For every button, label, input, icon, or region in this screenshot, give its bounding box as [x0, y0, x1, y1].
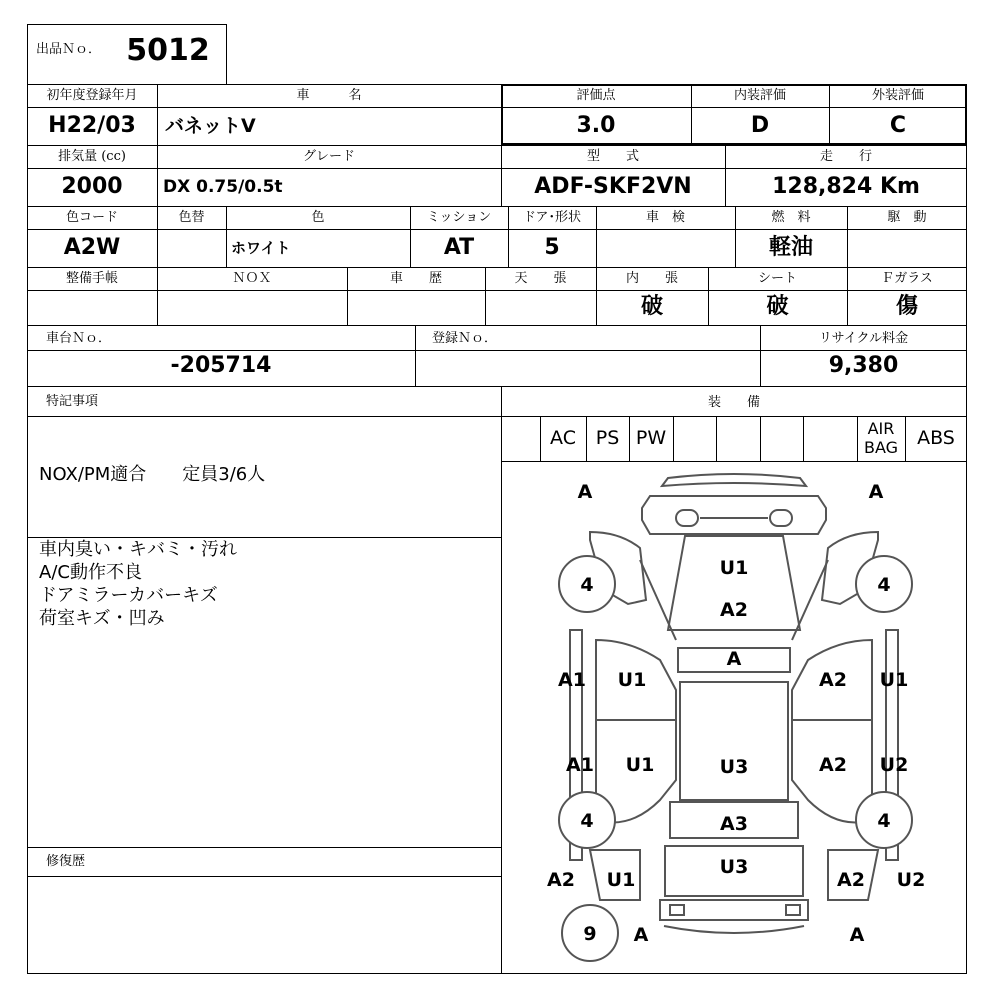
mileage-label: 走 行 [819, 149, 872, 164]
color-value: ホワイト [231, 239, 291, 257]
door-value: 5 [544, 235, 560, 260]
interior-label: 内装評価 [733, 88, 786, 103]
roof-label: 天 張 [514, 271, 567, 286]
mark-rear-glass: A3 [720, 813, 748, 835]
drive-value [847, 229, 967, 267]
chassis-value: -205714 [170, 353, 272, 378]
seat-value: 破 [766, 294, 789, 319]
mark-right-rear-door-2: U2 [879, 754, 909, 776]
displacement-label: 排気量 (cc) [58, 149, 126, 164]
color-label: 色 [311, 210, 325, 225]
equipment-ac: AC [550, 427, 576, 449]
roof-value [485, 288, 596, 326]
mark-left-rear-quarter-1: A2 [547, 869, 575, 891]
score-value: 3.0 [576, 113, 616, 138]
equipment-ps: PS [595, 427, 620, 449]
mark-rear-right: A [849, 924, 865, 946]
mission-value: AT [443, 235, 475, 260]
mark-right-front-door-1: A2 [819, 669, 847, 691]
mark-front-left: A [577, 481, 593, 503]
score-label: 評価点 [576, 88, 616, 103]
recycle-value: 9,380 [828, 353, 899, 378]
notes-label: 特記事項 [46, 394, 99, 409]
mark-right-rear-door-1: A2 [819, 754, 847, 776]
car-damage-diagram [501, 462, 967, 974]
spare-tire: 9 [583, 923, 597, 945]
mileage-value: 128,824 Km [772, 174, 920, 199]
fuel-value: 軽油 [768, 235, 813, 260]
repaint-value [157, 229, 226, 267]
mark-left-rear-door-2: U1 [625, 754, 655, 776]
mark-rear-panel: U3 [719, 856, 749, 878]
equipment-abs: ABS [917, 427, 955, 449]
chassis-label: 車台Ｎｏ． [46, 331, 112, 346]
inner-value: 破 [640, 294, 663, 319]
car-name-value: バネットV [165, 115, 256, 137]
color-code-value: A2W [63, 235, 121, 260]
recycle-label: リサイクル料金 [818, 331, 909, 346]
displacement-value: 2000 [61, 174, 123, 199]
equipment-pw: PW [635, 427, 667, 449]
seat-label: シート [757, 271, 797, 286]
maintenance-value [27, 288, 157, 326]
mark-right-rear-quarter-2: U2 [896, 869, 926, 891]
mark-rear-left: A [633, 924, 649, 946]
equipment-airbag: AIR BAG [863, 419, 899, 457]
lot-label: 出品Ｎｏ． [36, 42, 102, 57]
model-value: ADF-SKF2VN [534, 174, 692, 199]
mark-right-front-door-2: U1 [879, 669, 909, 691]
tire-rear-left: 4 [580, 810, 594, 832]
inner-label: 内 張 [625, 271, 678, 286]
nox-label: ＮＯＸ [232, 271, 272, 286]
tire-front-left: 4 [580, 574, 594, 596]
interior-value: D [750, 113, 770, 138]
drive-label: 駆 動 [887, 210, 927, 225]
mark-right-rear-quarter-1: A2 [837, 869, 865, 891]
maintenance-label: 整備手帳 [65, 271, 118, 286]
inspection-label: 車 検 [645, 210, 685, 225]
nox-value [157, 288, 347, 326]
lot-number: 5012 [126, 33, 210, 68]
history-value [347, 288, 485, 326]
door-label: ドア･形状 [522, 210, 582, 225]
mark-left-front-door-2: U1 [617, 669, 647, 691]
car-name-label: 車 名 [296, 88, 362, 103]
reg-no-label: 登録Ｎｏ． [432, 331, 498, 346]
equipment-label: 装 備 [707, 395, 760, 410]
mark-cargo: U3 [719, 756, 749, 778]
mark-roof: A [726, 648, 742, 670]
mark-left-rear-quarter-2: U1 [606, 869, 636, 891]
mark-left-front-door-1: A1 [558, 669, 586, 691]
fuel-label: 燃 料 [771, 210, 811, 225]
mission-label: ミッション [426, 210, 492, 225]
glass-value: 傷 [895, 294, 918, 319]
grade-label: グレード [302, 149, 355, 164]
model-label: 型 式 [586, 149, 639, 164]
repaint-label: 色替 [178, 210, 205, 225]
tire-front-right: 4 [877, 574, 891, 596]
notes-line1: NOX/PM適合 定員3/6人 [39, 464, 266, 485]
history-label: 車 歴 [389, 271, 442, 286]
mark-front-right: A [868, 481, 884, 503]
registration-label: 初年度登録年月 [46, 88, 138, 103]
grade-value: DX 0.75/0.5t [163, 177, 283, 197]
reg-no-value [415, 347, 760, 385]
color-code-label: 色コード [65, 210, 118, 225]
mark-left-rear-door-1: A1 [566, 754, 594, 776]
inspection-value [596, 229, 735, 267]
repair-label: 修復歴 [46, 854, 86, 869]
repair-value [27, 900, 501, 938]
registration-value: H22/03 [48, 113, 136, 138]
glass-label: Ｆガラス [881, 271, 933, 286]
tire-rear-right: 4 [877, 810, 891, 832]
mark-windshield-top: U1 [719, 557, 749, 579]
mark-windshield-bottom: A2 [720, 599, 748, 621]
exterior-label: 外装評価 [871, 88, 924, 103]
exterior-value: C [889, 113, 907, 138]
notes-line2: 車内臭い・キバミ・汚れ A/C動作不良 ドアミラーカバーキズ 荷室キズ・凹み [39, 539, 237, 629]
